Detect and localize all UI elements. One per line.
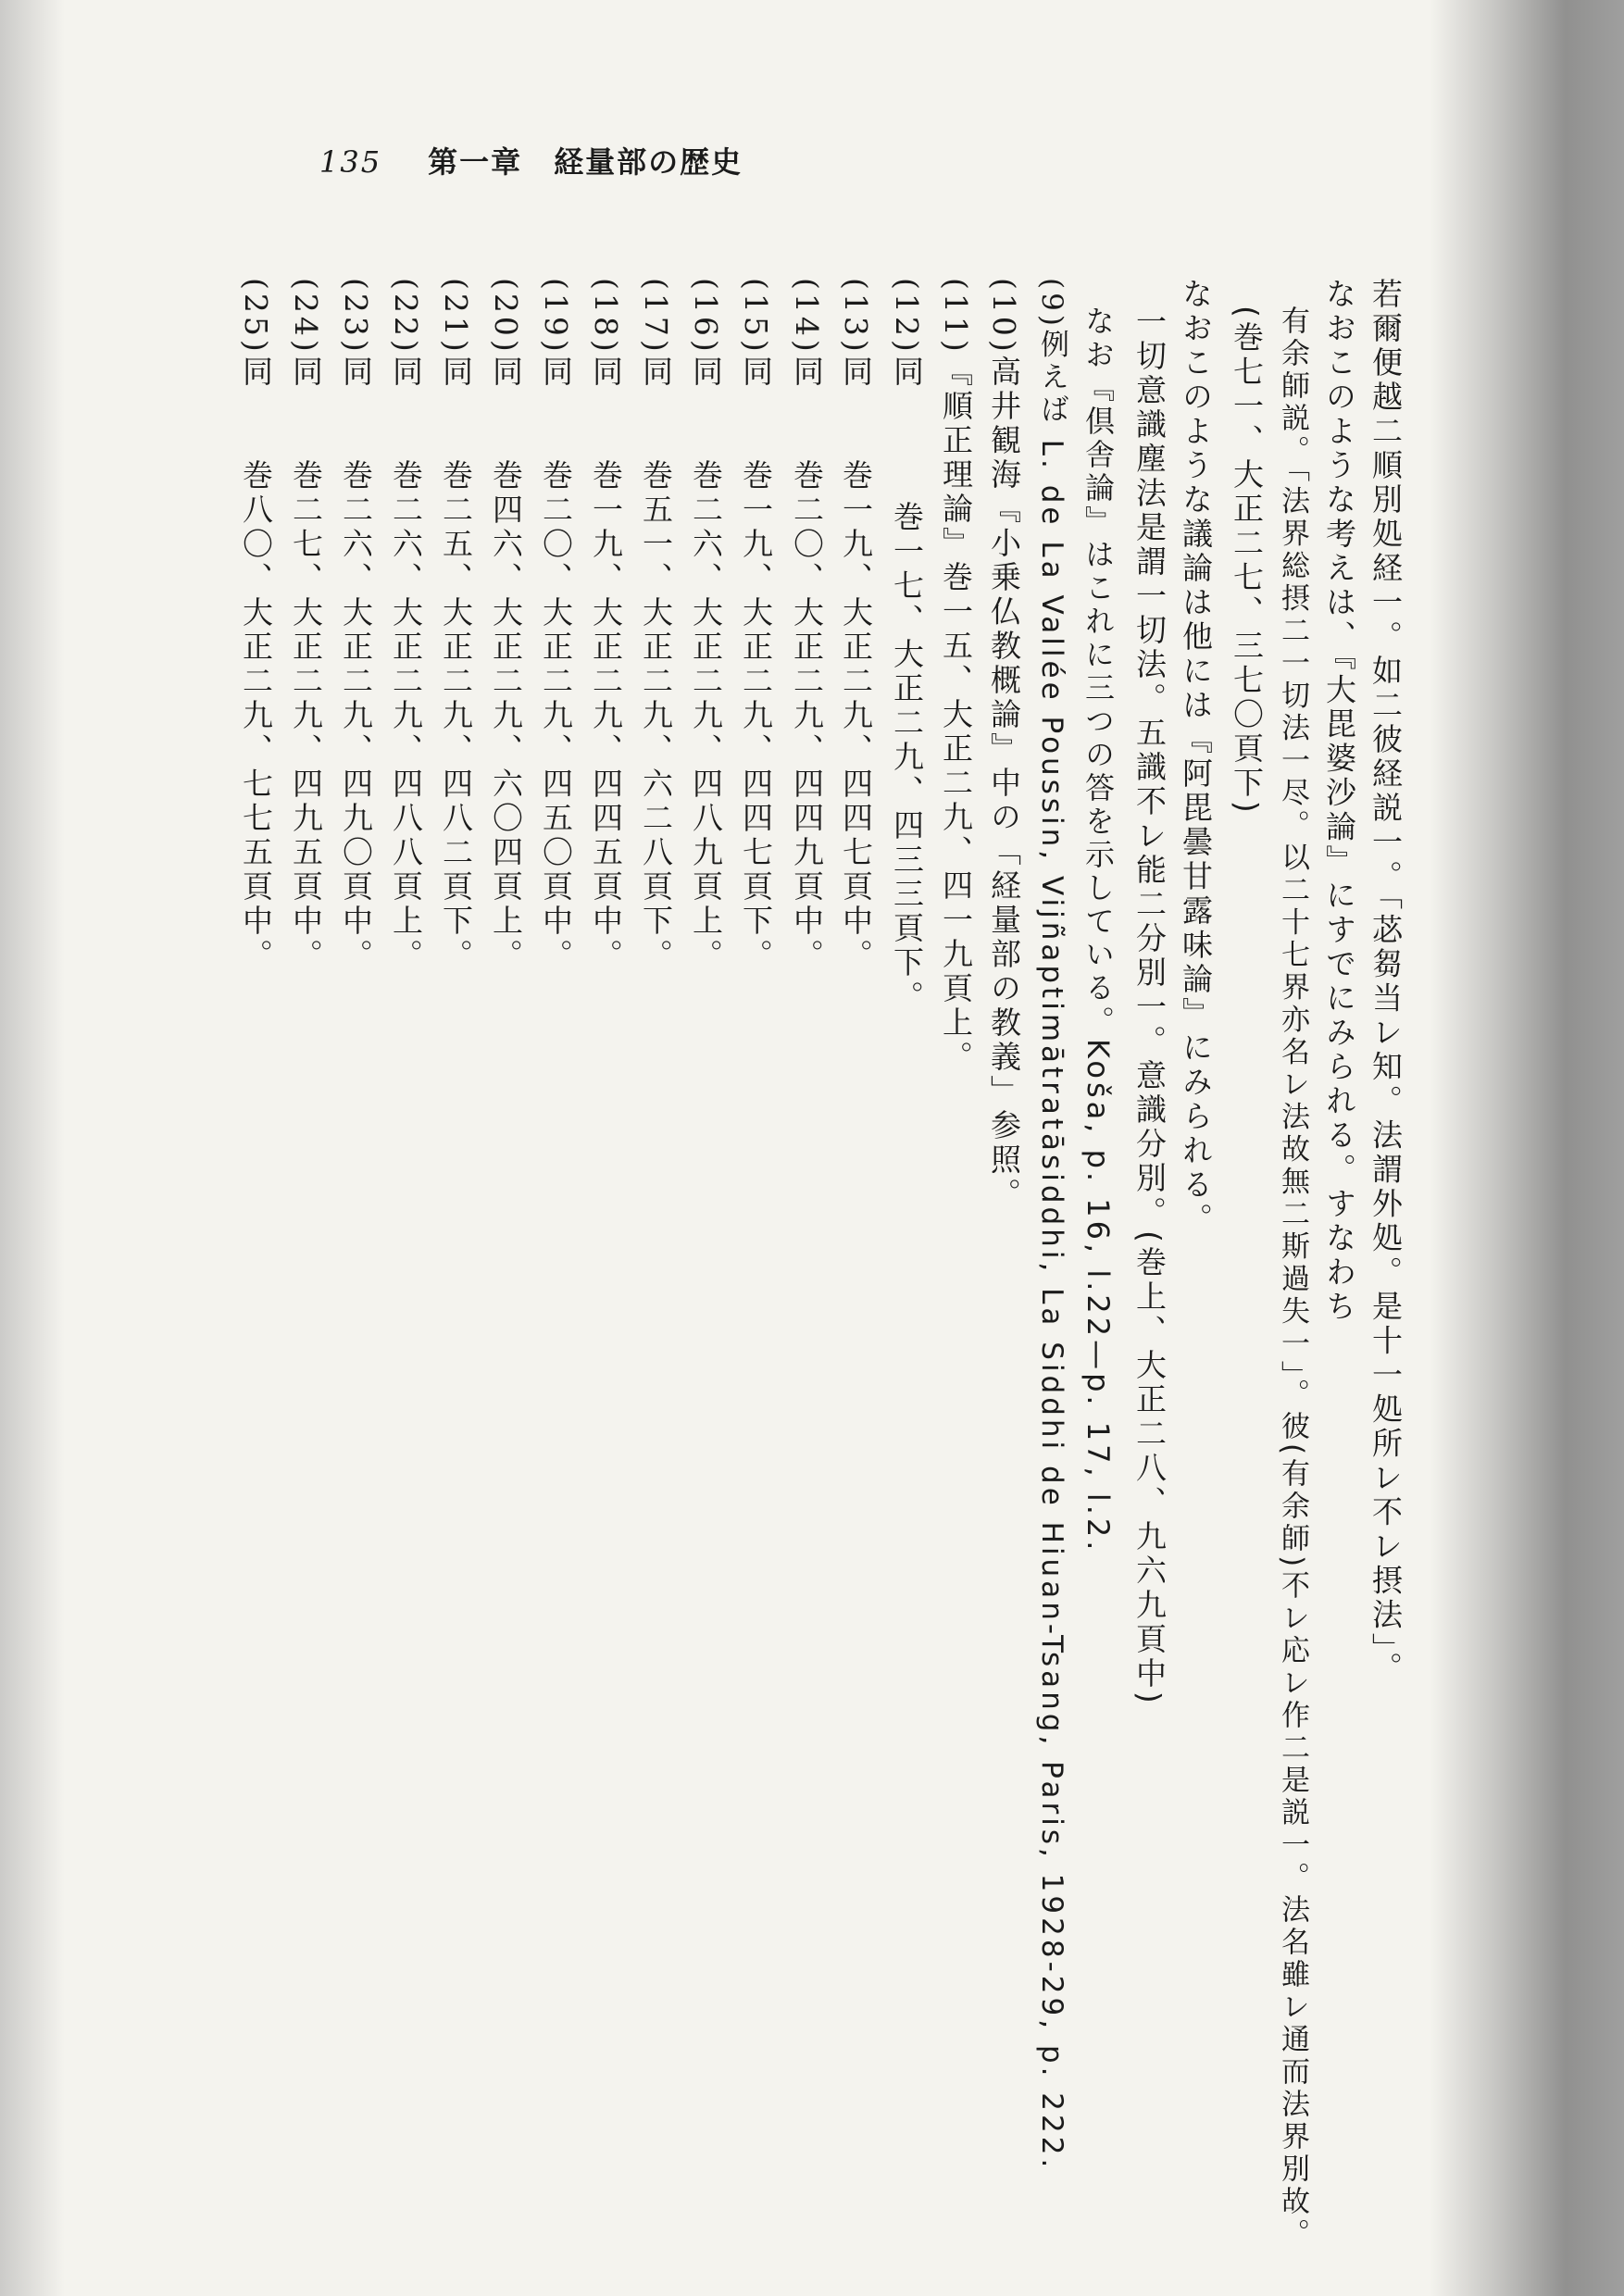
body-line-6: 一切意識塵法是謂一切法。五識不レ能二分別一。意識分別。(巻上、大正二八、九六九頁中) bbox=[1131, 306, 1168, 1707]
note-number: (14) bbox=[789, 278, 825, 356]
note-ref: 巻二〇、大正二九、四五〇頁中。 bbox=[538, 458, 574, 973]
note-ibid: 同 bbox=[638, 355, 674, 390]
note-ref: 巻五一、大正二九、六二八頁下。 bbox=[638, 458, 674, 973]
body-line-2: なおこのような考えは、『大毘婆沙論』にすでにみられる。すなわち bbox=[1321, 278, 1357, 1325]
note-number: (11) bbox=[938, 278, 974, 356]
note-18 bbox=[588, 278, 624, 973]
note-number: (12) bbox=[889, 278, 925, 356]
note-15 bbox=[738, 278, 774, 973]
page-number: 135 bbox=[319, 144, 382, 180]
scan-left-edge bbox=[0, 0, 65, 2296]
note-number: (25) bbox=[238, 278, 274, 356]
note-ref: 巻二五、大正二九、四八二頁下。 bbox=[438, 458, 474, 973]
note-number: (10) bbox=[986, 278, 1022, 356]
page-header bbox=[319, 139, 743, 181]
note-24 bbox=[288, 278, 324, 973]
note-22 bbox=[388, 278, 424, 973]
note-ref: 巻二〇、大正二九、四四九頁中。 bbox=[789, 458, 825, 973]
note-number: (23) bbox=[338, 278, 374, 356]
note-ibid: 同 bbox=[388, 355, 424, 390]
chapter-title: 第一章 経量部の歴史 bbox=[428, 144, 743, 180]
note-14 bbox=[789, 278, 825, 973]
note-number: (9) bbox=[1035, 278, 1068, 330]
note-ref: 巻八〇、大正二九、七七五頁中。 bbox=[238, 458, 274, 973]
body-line-5: なおこのような議論は他には『阿毘曇甘露味論』にみられる。 bbox=[1178, 278, 1214, 1237]
note-ibid: 同 bbox=[338, 355, 374, 390]
note-ibid: 同 bbox=[288, 355, 324, 390]
note-number: (16) bbox=[688, 278, 724, 356]
note-number: (18) bbox=[588, 278, 624, 356]
note-16 bbox=[688, 278, 724, 973]
note-number: (15) bbox=[738, 278, 774, 356]
note-number: (21) bbox=[438, 278, 474, 356]
note-ref: 巻二六、大正二九、四八八頁上。 bbox=[388, 458, 424, 973]
note-ibid: 同 bbox=[488, 355, 524, 390]
note-ibid: 同 bbox=[538, 355, 574, 390]
body-line-7: なお『倶舎論』はこれに三つの答を示している。Koša, p. 16, l.22—p. 17, l.2. bbox=[1081, 306, 1116, 1554]
note-text: 『順正理論』巻一五、大正二九、四一九頁上。 bbox=[938, 355, 974, 1075]
note-ibid: 同 bbox=[438, 355, 474, 390]
note-text: 例えば L. de La Vallée Poussin, Vijñaptimātratāsiddhi, La Siddhi de Hiuan-Tsang, Paris, 1928-29, p. 222. bbox=[1035, 329, 1068, 2172]
note-10 bbox=[986, 278, 1022, 1212]
note-number: (20) bbox=[488, 278, 524, 356]
note-ref: 巻一七、大正二九、四三三頁下。 bbox=[889, 500, 925, 1015]
note-ref: 巻二六、大正二九、四八九頁上。 bbox=[688, 458, 724, 973]
note-23 bbox=[338, 278, 374, 973]
note-25 bbox=[238, 278, 274, 973]
note-11 bbox=[938, 278, 974, 1075]
note-17 bbox=[638, 278, 674, 973]
body-line-4: (巻七一、大正二七、三七〇頁下) bbox=[1229, 306, 1265, 817]
body-line-3: 有余師説。「法界総摂二一切法一尽。以二十七界亦名レ法故無二斯過失一」。彼(有余師)不レ応レ作二是説一。法名雖レ通而法界別故。 bbox=[1276, 306, 1309, 2252]
note-9 bbox=[1037, 278, 1066, 2171]
note-ibid: 同 bbox=[889, 355, 925, 390]
note-number: (13) bbox=[838, 278, 874, 356]
note-number: (24) bbox=[288, 278, 324, 356]
note-ibid: 同 bbox=[238, 355, 274, 390]
note-19 bbox=[538, 278, 574, 973]
note-ibid: 同 bbox=[838, 355, 874, 390]
note-number: (17) bbox=[638, 278, 674, 356]
note-ibid: 同 bbox=[588, 355, 624, 390]
note-ref: 巻一九、大正二九、四四七頁下。 bbox=[738, 458, 774, 973]
note-20 bbox=[488, 278, 524, 973]
note-ref: 巻二六、大正二九、四九〇頁中。 bbox=[338, 458, 374, 973]
note-ref: 巻一九、大正二九、四四五頁中。 bbox=[588, 458, 624, 973]
note-ibid: 同 bbox=[789, 355, 825, 390]
note-ibid: 同 bbox=[738, 355, 774, 390]
note-12 bbox=[889, 278, 925, 1015]
note-ref: 巻四六、大正二九、六〇四頁上。 bbox=[488, 458, 524, 973]
body-line-1: 若爾便越二順別処経一。如二彼経説一。「苾芻当レ知。法謂外処。是十一処所レ不レ摂法」。 bbox=[1368, 278, 1404, 1686]
note-ref: 巻一九、大正二九、四四七頁中。 bbox=[838, 458, 874, 973]
note-ref: 巻二七、大正二九、四九五頁中。 bbox=[288, 458, 324, 973]
note-13 bbox=[838, 278, 874, 973]
note-21 bbox=[438, 278, 474, 973]
note-number: (19) bbox=[538, 278, 574, 356]
note-number: (22) bbox=[388, 278, 424, 356]
note-text: 高井観海『小乗仏教概論』中の「経量部の教義」参照。 bbox=[986, 355, 1022, 1212]
note-ibid: 同 bbox=[688, 355, 724, 390]
scan-right-edge bbox=[1430, 0, 1624, 2296]
